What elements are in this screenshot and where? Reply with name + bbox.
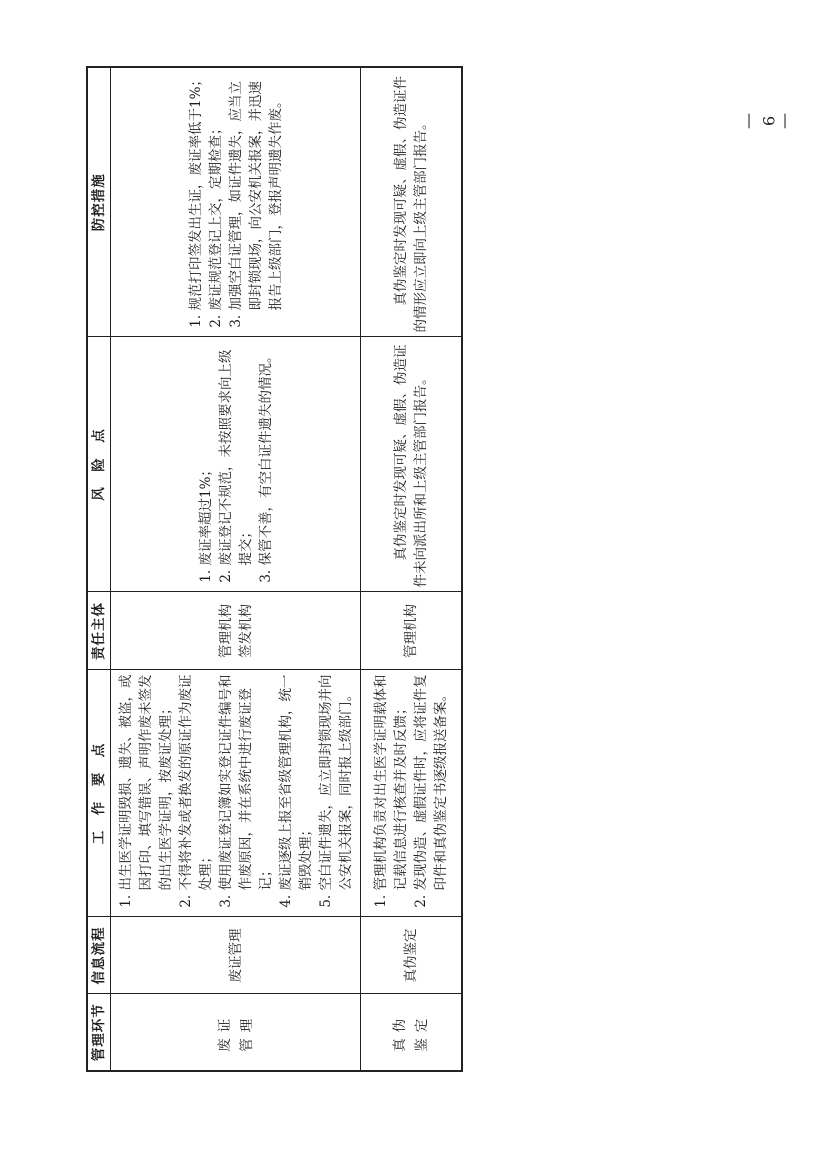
list-item: 5. 空白证件遗失，应立即封锁现场并向公安机关报案，同时报上级部门。	[316, 675, 356, 891]
cell-flow: 真伪鉴定	[361, 917, 463, 994]
header-flow: 信息流程	[87, 917, 111, 994]
cell-stage	[361, 994, 463, 1071]
list-item: 3. 使用废证登记簿如实登记证件编号和作废原因，并在系统中进行废证登记；	[216, 675, 276, 891]
list-item: 2. 发现伪造、虚假证件时，应将证件复印件和真伪鉴定书逐级报送备案。	[411, 675, 451, 891]
list-item: 2. 不得将补发或者换发的原证作为废证处理；	[176, 675, 216, 891]
cell-measures	[111, 67, 361, 337]
header-subject: 责任主体	[87, 592, 111, 670]
list-item: 1. 管理机构负责对出生医学证明载体和记载信息进行核查并及时反馈；	[371, 675, 411, 891]
table-header-row	[87, 67, 111, 1071]
stage-label: 真伪鉴定	[392, 1012, 430, 1052]
list-item: 1. 出生医学证明毁损、遗失、被盗，或因打印、填写错误、声明作废未签发的出生医学证明，按废证处理；	[116, 675, 176, 891]
list-item: 2. 废证登记不规范，未按照要求向上级提交；	[216, 342, 256, 566]
measure-text: 真伪鉴定时发现可疑、虚假、伪造证件的情形应立即向上级主管部门报告。	[393, 76, 429, 333]
subject-item: 管理机构	[403, 604, 419, 658]
cell-measures	[361, 67, 463, 337]
header-measures: 防控措施	[87, 67, 111, 337]
list-item: 3. 加强空白证管理，如证件遗失，应当立即封锁现场，向公安机关报案，并迅速报告上级部门，登报声明遗失作废。	[226, 72, 286, 311]
header-points: 工 作 要 点	[87, 670, 111, 917]
header-risks: 风 险 点	[87, 337, 111, 592]
cell-subject	[111, 592, 361, 670]
cell-subject	[361, 592, 463, 670]
cell-risks	[111, 337, 361, 592]
list-item: 2. 废证规范登记上交，定期检查；	[206, 72, 226, 311]
table-row	[361, 67, 463, 1071]
list-item: 3. 保管不善，有空白证件遗失的情况。	[256, 342, 276, 566]
page-number: — 9 —	[741, 113, 796, 129]
subject-item: 管理机构	[217, 604, 234, 658]
header-stage: 管理环节	[87, 994, 111, 1071]
subject-item: 签发机构	[237, 604, 254, 658]
risk-text: 真伪鉴定时发现可疑、虚假、伪造证件未向派出所和上级主管部门报告。	[393, 344, 429, 588]
cell-flow: 废证管理	[111, 917, 361, 994]
list-item: 4. 废证逐级上报至省级管理机构，统一销毁处理；	[276, 675, 316, 891]
table-row	[111, 67, 361, 1071]
list-item: 1. 规范打印签发出生证，废证率低于1%；	[186, 72, 206, 311]
stage-label: 废证管理	[216, 1012, 255, 1052]
cell-points	[111, 670, 361, 917]
cell-points	[361, 670, 463, 917]
risk-control-table	[86, 66, 463, 1072]
list-item: 1. 废证率超过1%；	[196, 342, 216, 566]
cell-risks	[361, 337, 463, 592]
cell-stage	[111, 994, 361, 1071]
rotated-table-sheet	[86, 68, 463, 1072]
